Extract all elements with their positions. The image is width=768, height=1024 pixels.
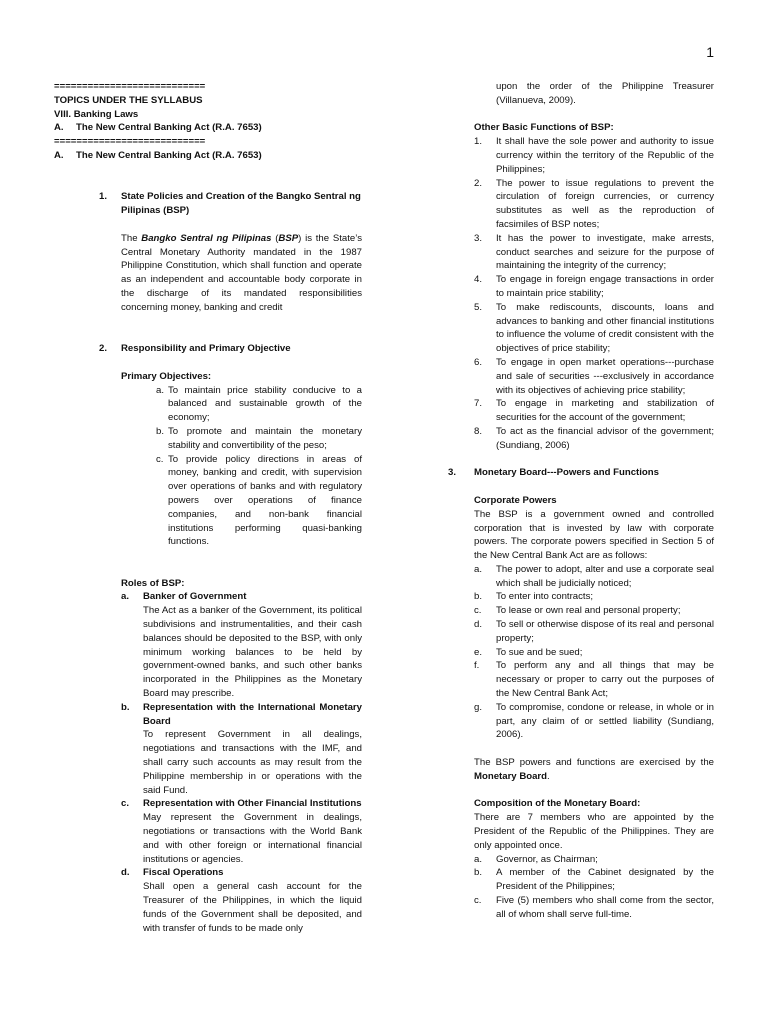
role-body: To represent Government in all dealings, negotiations and transactions with the IMF, and shall carry such accounts as may result from the Philippine membership in or operations with the said Fund. bbox=[143, 729, 362, 796]
objective-item bbox=[156, 425, 362, 453]
topic-a-heading-repeat bbox=[54, 149, 362, 163]
function-item bbox=[474, 273, 714, 301]
role-item-heading bbox=[121, 866, 362, 880]
role-body: May represent the Government in dealings, negotiations or transactions with the World Bank and with other foreign or international financial institutions or agencies. bbox=[143, 812, 362, 865]
objective-text: To maintain price stability conducive to a balanced and sustainable growth of the economy; bbox=[168, 384, 362, 424]
member-item bbox=[474, 894, 714, 922]
roles-heading: Roles of BSP: bbox=[121, 577, 185, 589]
continued-text: upon the order of the Philippine Treasurer (Villanueva, 2009). bbox=[496, 81, 714, 106]
member-label: a. bbox=[474, 853, 483, 865]
function-number: 6. bbox=[474, 356, 483, 368]
power-item bbox=[474, 563, 714, 591]
section-title: Monetary Board---Powers and Functions bbox=[474, 467, 659, 479]
function-number: 2. bbox=[474, 177, 483, 189]
topic-a-text: The New Central Banking Act (R.A. 7653) bbox=[76, 122, 262, 134]
objective-item bbox=[156, 453, 362, 550]
topic-a-text: The New Central Banking Act (R.A. 7653) bbox=[76, 149, 262, 161]
left-column bbox=[54, 80, 362, 935]
power-label: c. bbox=[474, 605, 482, 617]
objective-text: To provide policy directions in areas of money, banking and credit, with supervision over operations of banks and with regulatory powers over operations of finance companies, and non-bank financial institutions performing quasi-banking functions. bbox=[168, 453, 362, 548]
rule-line: =========================== bbox=[54, 81, 206, 92]
objective-label: a. bbox=[156, 384, 165, 396]
para-emphasis: BSP bbox=[278, 232, 299, 244]
composition-paragraph: There are 7 members who are appointed by the President of the Republic of the Philippines. They are only appointed once. bbox=[474, 812, 714, 851]
power-label: f. bbox=[474, 660, 480, 672]
role-title: Representation with Other Financial Institutions bbox=[143, 798, 362, 810]
page-number: 1 bbox=[706, 44, 714, 60]
topic-a-letter: A. bbox=[54, 149, 64, 161]
function-text: To engage in marketing and stabilization of securities for the account of the government; bbox=[496, 398, 714, 424]
function-number: 3. bbox=[474, 232, 483, 244]
para-text: The BSP powers and functions are exercised by the bbox=[474, 757, 714, 769]
function-item bbox=[474, 301, 714, 356]
power-item bbox=[474, 646, 714, 660]
function-text: It has the power to investigate, make arrests, conduct searches and seizure for the purpose of maintaining the integrity of the currency; bbox=[496, 232, 714, 272]
para-emphasis: Monetary Board bbox=[474, 770, 548, 782]
section-3-heading bbox=[448, 466, 714, 480]
objective-label: c. bbox=[156, 453, 164, 465]
function-number: 7. bbox=[474, 398, 483, 410]
syllabus-subtitle: VIII. Banking Laws bbox=[54, 108, 139, 120]
member-text: Governor, as Chairman; bbox=[496, 853, 598, 865]
function-item bbox=[474, 356, 714, 397]
power-item bbox=[474, 701, 714, 742]
section-title: State Policies and Creation of the Bangko Sentral ng Pilipinas (BSP) bbox=[121, 191, 361, 217]
function-number: 1. bbox=[474, 136, 483, 148]
para-text: ) is the State’s Central Monetary Authority mandated in the 1987 Philippine Constitution, which shall function and operate as an independent and accountable body corporate in the discharge of its mandated responsibilities concerning money, banking and credit bbox=[121, 232, 362, 313]
role-label: d. bbox=[121, 867, 130, 879]
objective-item bbox=[156, 384, 362, 425]
function-item bbox=[474, 425, 714, 453]
function-item bbox=[474, 135, 714, 176]
power-text: To sell or otherwise dispose of its real and personal property; bbox=[496, 619, 714, 644]
power-label: e. bbox=[474, 646, 483, 658]
objective-text: To promote and maintain the monetary stability and convertibility of the peso; bbox=[168, 425, 362, 451]
section-2-heading bbox=[99, 342, 362, 356]
function-number: 4. bbox=[474, 274, 483, 286]
function-text: To engage in open market operations---purchase and sale of securities ---exclusively in accordance with its objectives of achieving price stability; bbox=[496, 356, 714, 396]
role-title: Representation with the International Monetary Board bbox=[143, 701, 362, 727]
composition-heading: Composition of the Monetary Board: bbox=[474, 798, 641, 810]
power-item bbox=[474, 659, 714, 700]
primary-objectives-heading: Primary Objectives: bbox=[121, 370, 212, 382]
corporate-powers-heading: Corporate Powers bbox=[474, 494, 557, 506]
member-label: b. bbox=[474, 867, 483, 879]
role-label: c. bbox=[121, 798, 130, 810]
role-title: Banker of Government bbox=[143, 591, 247, 603]
role-label: a. bbox=[121, 591, 130, 603]
power-text: To enter into contracts; bbox=[496, 591, 594, 603]
para-emphasis: Bangko Sentral ng Pilipinas bbox=[141, 232, 272, 244]
right-column bbox=[448, 80, 714, 922]
member-text: Five (5) members who shall come from the sector, all of whom shall serve full-time. bbox=[496, 895, 714, 920]
function-text: To act as the financial advisor of the government; (Sundiang, 2006) bbox=[496, 425, 714, 451]
topic-a-heading bbox=[54, 121, 362, 135]
role-label: b. bbox=[121, 701, 130, 713]
power-text: To sue and be sued; bbox=[496, 646, 583, 658]
section-number: 1. bbox=[99, 191, 108, 203]
function-number: 5. bbox=[474, 301, 483, 313]
function-item bbox=[474, 232, 714, 273]
function-text: To make rediscounts, discounts, loans and advances to banking and other financial institutions to influence the volume of credit consistent with the objectives of price stability; bbox=[496, 301, 714, 355]
para-text: ( bbox=[271, 232, 279, 244]
role-body: Shall open a general cash account for the Treasurer of the Philippines, in which the liquid funds of the Government shall be deposited, and with transfer of funds to be made only bbox=[143, 881, 362, 934]
objective-label: b. bbox=[156, 425, 165, 437]
function-number: 8. bbox=[474, 425, 483, 437]
power-label: b. bbox=[474, 591, 483, 603]
power-item bbox=[474, 618, 714, 646]
rule-line: =========================== bbox=[54, 136, 206, 148]
power-text: To compromise, condone or release, in whole or in part, any claim of or settled liability (Sundiang, 2006). bbox=[496, 701, 714, 741]
role-item-heading bbox=[121, 797, 362, 811]
power-item bbox=[474, 604, 714, 618]
other-functions-heading: Other Basic Functions of BSP: bbox=[474, 122, 614, 134]
power-text: To perform any and all things that may be necessary or proper to carry out the purposes of the New Central Bank Act; bbox=[496, 660, 714, 700]
function-text: The power to issue regulations to prevent the circulation of foreign currencies, or currency substitutes as well as the reproduction of facsimiles of BSP notes; bbox=[496, 177, 714, 230]
exercised-by-paragraph bbox=[474, 756, 714, 784]
function-item bbox=[474, 397, 714, 425]
member-text: A member of the Cabinet designated by the President of the Philippines; bbox=[496, 867, 714, 893]
power-label: g. bbox=[474, 701, 483, 713]
section-1-heading bbox=[99, 190, 362, 218]
role-item-heading bbox=[121, 701, 362, 729]
corporate-powers-paragraph: The BSP is a government owned and controlled corporation that is invested by law with corporate powers. The corporate powers specified in Section 5 of the New Central Bank Act are as follows: bbox=[474, 508, 714, 562]
role-item-heading bbox=[121, 590, 362, 604]
role-title: Fiscal Operations bbox=[143, 867, 224, 879]
function-text: It shall have the sole power and authority to issue currency within the territory of the Republic of the Philippines; bbox=[496, 136, 714, 175]
topic-a-letter: A. bbox=[54, 122, 64, 134]
syllabus-title: TOPICS UNDER THE SYLLABUS bbox=[54, 94, 203, 106]
para-text: The bbox=[121, 232, 142, 244]
member-item bbox=[474, 866, 714, 894]
function-text: To engage in foreign engage transactions in order to maintain price stability; bbox=[496, 274, 714, 299]
power-text: To lease or own real and personal property; bbox=[496, 605, 681, 617]
para-text: . bbox=[547, 770, 550, 782]
power-label: d. bbox=[474, 619, 483, 631]
power-label: a. bbox=[474, 563, 483, 575]
bsp-definition-paragraph bbox=[121, 232, 362, 315]
section-number: 3. bbox=[448, 467, 457, 479]
section-title: Responsibility and Primary Objective bbox=[121, 343, 291, 355]
role-body: The Act as a banker of the Government, its political subdivisions and instrumentalities, and their cash balances should be deposited to the BSP, with only minimum working balances to be held by government-owned banks, and such other banks incorporated in the Philippines as the Monetary Board may prescribe. bbox=[143, 605, 362, 700]
power-text: The power to adopt, alter and use a corporate seal which shall be judicially noticed; bbox=[496, 563, 714, 589]
member-label: c. bbox=[474, 895, 482, 907]
member-item bbox=[474, 853, 714, 867]
section-number: 2. bbox=[99, 343, 108, 355]
function-item bbox=[474, 177, 714, 232]
power-item bbox=[474, 590, 714, 604]
